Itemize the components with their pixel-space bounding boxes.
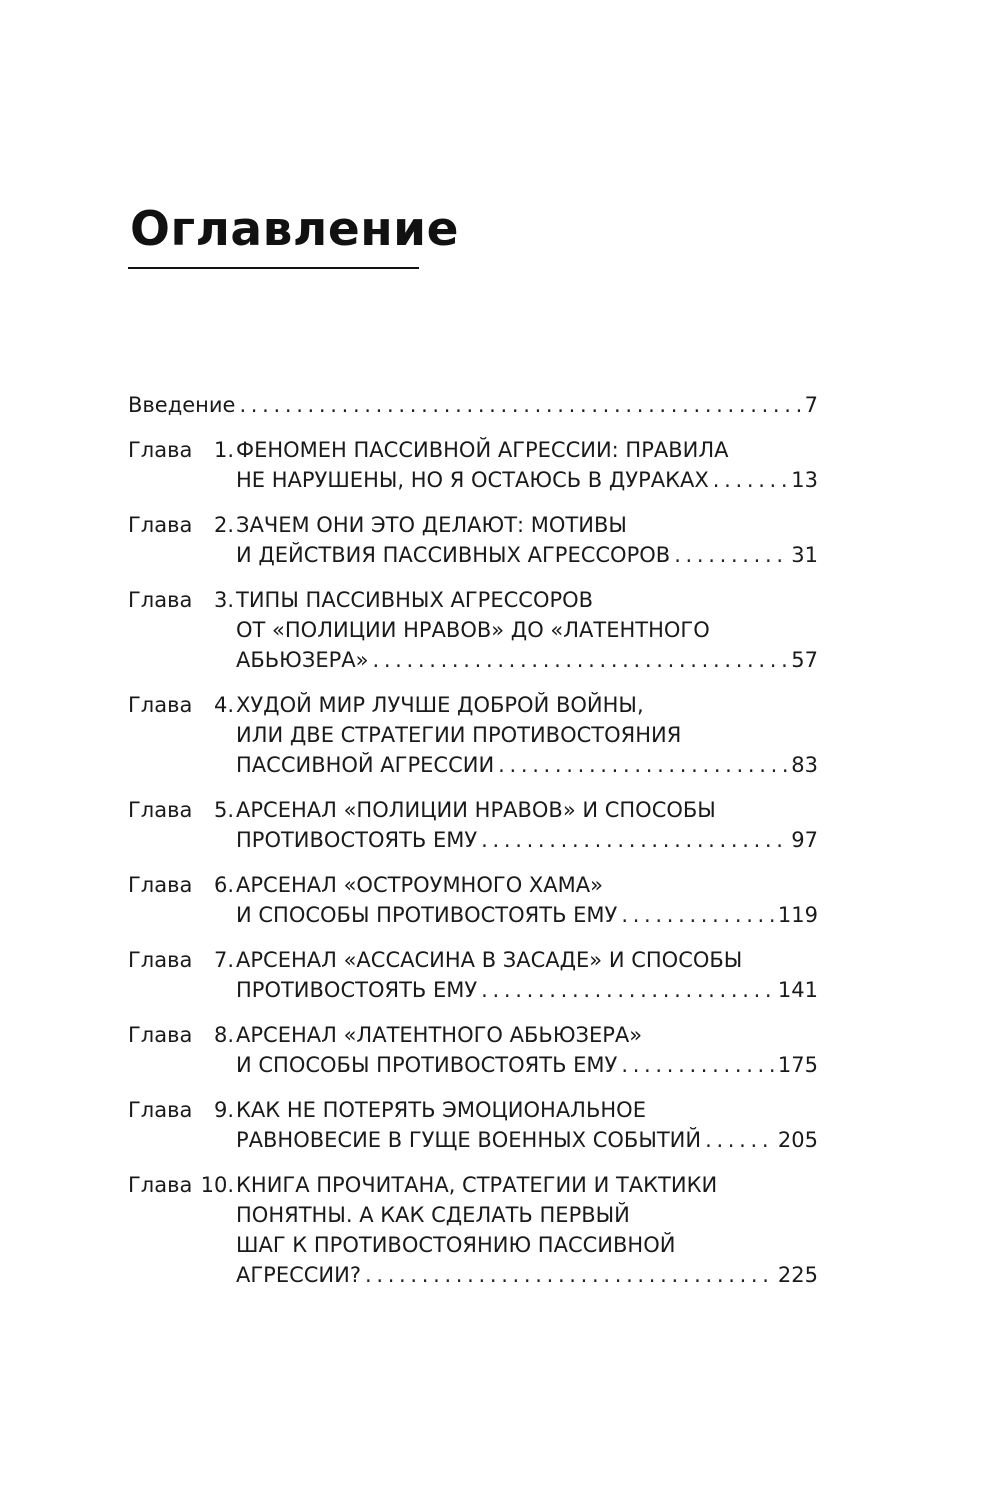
toc-entry-chapter-10[interactable] (128, 1170, 818, 1290)
chapter-number: 7. (213, 948, 234, 972)
chapter-list (128, 435, 818, 1290)
chapter-title-line: И СПОСОБЫ ПРОТИВОСТОЯТЬ ЕМУ (236, 1053, 618, 1077)
toc-entry-chapter-4[interactable] (128, 690, 818, 780)
toc-entry-chapter-2[interactable] (128, 510, 818, 570)
title-underline (128, 267, 419, 269)
entry-title: Введение (128, 393, 236, 417)
dot-leader (705, 1125, 774, 1155)
dot-leader (713, 465, 787, 495)
chapter-number: 1. (213, 438, 234, 462)
dot-leader (621, 900, 774, 930)
chapter-title-line: ПОНЯТНЫ. А КАК СДЕЛАТЬ ПЕРВЫЙ (236, 1203, 630, 1227)
chapter-label: Глава (128, 1098, 193, 1122)
chapter-label: Глава (128, 1023, 193, 1047)
toc-entry-chapter-7[interactable] (128, 945, 818, 1005)
toc-entry-chapter-8[interactable] (128, 1020, 818, 1080)
chapter-label: Глава (128, 513, 193, 537)
chapter-title-line: И ДЕЙСТВИЯ ПАССИВНЫХ АГРЕССОРОВ (236, 543, 671, 567)
chapter-label: Глава (128, 1173, 193, 1197)
chapter-title-line: АРСЕНАЛ «ЛАТЕНТНОГО АБЬЮЗЕРА» (236, 1023, 643, 1047)
toc-entry-chapter-1[interactable] (128, 435, 818, 495)
chapter-title-line: И СПОСОБЫ ПРОТИВОСТОЯТЬ ЕМУ (236, 903, 618, 927)
chapter-title-line: РАВНОВЕСИЕ В ГУЩЕ ВОЕННЫХ СОБЫТИЙ (236, 1128, 702, 1152)
chapter-number: 2. (213, 513, 234, 537)
chapter-number: 3. (213, 588, 234, 612)
page-number: 175 (777, 1053, 818, 1077)
chapter-title-line: НЕ НАРУШЕНЫ, НО Я ОСТАЮСЬ В ДУРАКАХ (236, 468, 709, 492)
chapter-title-line: ПРОТИВОСТОЯТЬ ЕМУ (236, 978, 478, 1002)
chapter-title-line: ШАГ К ПРОТИВОСТОЯНИЮ ПАССИВНОЙ (236, 1233, 676, 1257)
chapter-number: 4. (213, 693, 234, 717)
chapter-title-line: АГРЕССИИ? (236, 1263, 361, 1287)
chapter-title-line: АБЬЮЗЕРА» (236, 648, 369, 672)
chapter-title-line: АРСЕНАЛ «ПОЛИЦИИ НРАВОВ» И СПОСОБЫ (236, 798, 716, 822)
page-number: 119 (777, 903, 818, 927)
dot-leader (674, 540, 787, 570)
page-number: 225 (777, 1263, 818, 1287)
chapter-title-line: ОТ «ПОЛИЦИИ НРАВОВ» ДО «ЛАТЕНТНОГО (236, 618, 710, 642)
page-number: 97 (791, 828, 818, 852)
dot-leader (239, 390, 800, 420)
dot-leader (481, 825, 787, 855)
chapter-number: 8. (213, 1023, 234, 1047)
chapter-title-line: АРСЕНАЛ «АССАСИНА В ЗАСАДЕ» И СПОСОБЫ (236, 948, 743, 972)
page-number: 7 (804, 393, 818, 417)
chapter-label: Глава (128, 948, 193, 972)
chapter-number: 9. (213, 1098, 234, 1122)
chapter-title-line: КАК НЕ ПОТЕРЯТЬ ЭМОЦИОНАЛЬНОЕ (236, 1098, 646, 1122)
chapter-label: Глава (128, 693, 193, 717)
page-title: Оглавление (130, 202, 459, 257)
dot-leader (365, 1260, 774, 1290)
dot-leader (372, 645, 787, 675)
chapter-title-line: ПРОТИВОСТОЯТЬ ЕМУ (236, 828, 478, 852)
chapter-title-line: ТИПЫ ПАССИВНЫХ АГРЕССОРОВ (236, 588, 594, 612)
toc-entry-introduction[interactable] (128, 390, 818, 420)
table-of-contents (128, 390, 818, 1305)
toc-entry-chapter-6[interactable] (128, 870, 818, 930)
chapter-number: 6. (213, 873, 234, 897)
chapter-title-line: ЗАЧЕМ ОНИ ЭТО ДЕЛАЮТ: МОТИВЫ (236, 513, 627, 537)
dot-leader (481, 975, 774, 1005)
page-number: 31 (791, 543, 818, 567)
page-number: 205 (777, 1128, 818, 1152)
page-number: 57 (791, 648, 818, 672)
chapter-number: 5. (213, 798, 234, 822)
chapter-label: Глава (128, 798, 193, 822)
page-number: 13 (791, 468, 818, 492)
page-number: 83 (791, 753, 818, 777)
page-number: 141 (777, 978, 818, 1002)
chapter-title-line: ФЕНОМЕН ПАССИВНОЙ АГРЕССИИ: ПРАВИЛА (236, 438, 729, 462)
dot-leader (621, 1050, 774, 1080)
chapter-number: 10. (200, 1173, 234, 1197)
toc-entry-chapter-5[interactable] (128, 795, 818, 855)
chapter-label: Глава (128, 438, 193, 462)
chapter-title-line: ИЛИ ДВЕ СТРАТЕГИИ ПРОТИВОСТОЯНИЯ (236, 723, 682, 747)
toc-entry-chapter-3[interactable] (128, 585, 818, 675)
chapter-title-line: КНИГА ПРОЧИТАНА, СТРАТЕГИИ И ТАКТИКИ (236, 1173, 718, 1197)
dot-leader (498, 750, 787, 780)
chapter-title-line: АРСЕНАЛ «ОСТРОУМНОГО ХАМА» (236, 873, 603, 897)
chapter-title-line: ХУДОЙ МИР ЛУЧШЕ ДОБРОЙ ВОЙНЫ, (236, 693, 644, 717)
chapter-title-line: ПАССИВНОЙ АГРЕССИИ (236, 753, 495, 777)
chapter-label: Глава (128, 873, 193, 897)
chapter-label: Глава (128, 588, 193, 612)
toc-entry-chapter-9[interactable] (128, 1095, 818, 1155)
